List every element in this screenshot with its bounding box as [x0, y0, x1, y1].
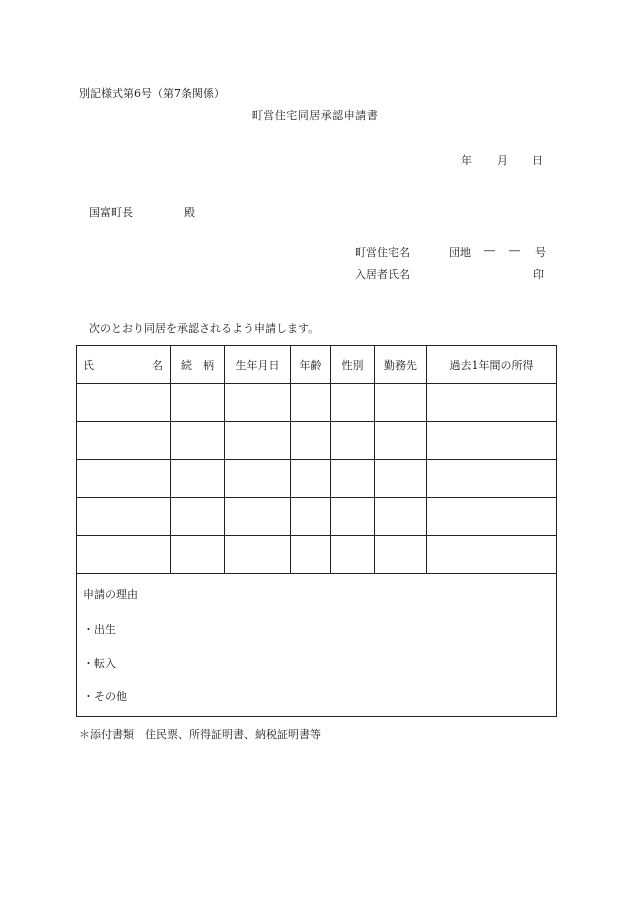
- income-cell[interactable]: [427, 384, 557, 422]
- intro-text: 次のとおり同居を承認されるよう申請します。: [89, 322, 320, 335]
- date-day-label: 日: [532, 154, 543, 167]
- name-cell[interactable]: [77, 460, 171, 498]
- workplace-cell[interactable]: [375, 384, 427, 422]
- gender-cell[interactable]: [331, 460, 375, 498]
- reason-option-other[interactable]: ・その他: [83, 690, 127, 703]
- relationship-cell[interactable]: [171, 460, 225, 498]
- reason-option-birth[interactable]: ・出生: [83, 623, 116, 636]
- column-header-name-left: 氏: [83, 358, 94, 372]
- reason-option-move-in[interactable]: ・転入: [83, 657, 116, 670]
- age-cell[interactable]: [291, 536, 331, 574]
- applicant-name-label: 入居者氏名: [355, 268, 410, 281]
- date-year-label: 年: [461, 154, 472, 167]
- housing-dash-2: ―: [509, 244, 520, 257]
- relationship-cell[interactable]: [171, 422, 225, 460]
- column-header-name-right: 名: [152, 358, 163, 372]
- resident-table: [76, 345, 557, 574]
- reason-box: [76, 572, 557, 717]
- birthdate-cell[interactable]: [225, 422, 291, 460]
- column-header-age: 年齢: [291, 346, 331, 384]
- name-cell[interactable]: [77, 422, 171, 460]
- age-cell[interactable]: [291, 460, 331, 498]
- relationship-cell[interactable]: [171, 384, 225, 422]
- relationship-cell[interactable]: [171, 498, 225, 536]
- column-header-gender: 性別: [331, 346, 375, 384]
- name-cell[interactable]: [77, 384, 171, 422]
- age-cell[interactable]: [291, 384, 331, 422]
- table-row: [77, 460, 557, 498]
- date-month-label: 月: [497, 154, 508, 167]
- housing-number-label: 号: [535, 246, 546, 259]
- column-header-name: [77, 346, 171, 384]
- document-title: 町営住宅同居承認申請書: [251, 109, 379, 122]
- table-row: [77, 384, 557, 422]
- column-header-birthdate: 生年月日: [225, 346, 291, 384]
- column-header-relationship: 続 柄: [171, 346, 225, 384]
- addressee-name: 国富町長: [89, 206, 133, 219]
- birthdate-cell[interactable]: [225, 384, 291, 422]
- seal-mark: 印: [533, 268, 544, 281]
- workplace-cell[interactable]: [375, 498, 427, 536]
- table-row: [77, 422, 557, 460]
- income-cell[interactable]: [427, 460, 557, 498]
- workplace-cell[interactable]: [375, 460, 427, 498]
- table-row: [77, 498, 557, 536]
- gender-cell[interactable]: [331, 384, 375, 422]
- column-header-workplace: 勤務先: [375, 346, 427, 384]
- reason-heading: 申請の理由: [83, 588, 138, 601]
- income-cell[interactable]: [427, 536, 557, 574]
- housing-dash-1: ―: [484, 244, 495, 257]
- workplace-cell[interactable]: [375, 422, 427, 460]
- gender-cell[interactable]: [331, 498, 375, 536]
- gender-cell[interactable]: [331, 536, 375, 574]
- age-cell[interactable]: [291, 422, 331, 460]
- form-number: 別記様式第6号（第7条関係）: [79, 87, 225, 100]
- relationship-cell[interactable]: [171, 536, 225, 574]
- column-header-income: 過去1年間の所得: [427, 346, 557, 384]
- income-cell[interactable]: [427, 422, 557, 460]
- workplace-cell[interactable]: [375, 536, 427, 574]
- gender-cell[interactable]: [331, 422, 375, 460]
- age-cell[interactable]: [291, 498, 331, 536]
- housing-block-label: 団地: [449, 246, 471, 259]
- birthdate-cell[interactable]: [225, 460, 291, 498]
- housing-name-label: 町営住宅名: [355, 246, 410, 259]
- income-cell[interactable]: [427, 498, 557, 536]
- birthdate-cell[interactable]: [225, 498, 291, 536]
- name-cell[interactable]: [77, 536, 171, 574]
- addressee-honorific: 殿: [184, 206, 195, 219]
- table-header-row: [77, 346, 557, 384]
- table-row: [77, 536, 557, 574]
- birthdate-cell[interactable]: [225, 536, 291, 574]
- attachment-note: ＊添付書類 住民票、所得証明書、納税証明書等: [79, 728, 321, 741]
- name-cell[interactable]: [77, 498, 171, 536]
